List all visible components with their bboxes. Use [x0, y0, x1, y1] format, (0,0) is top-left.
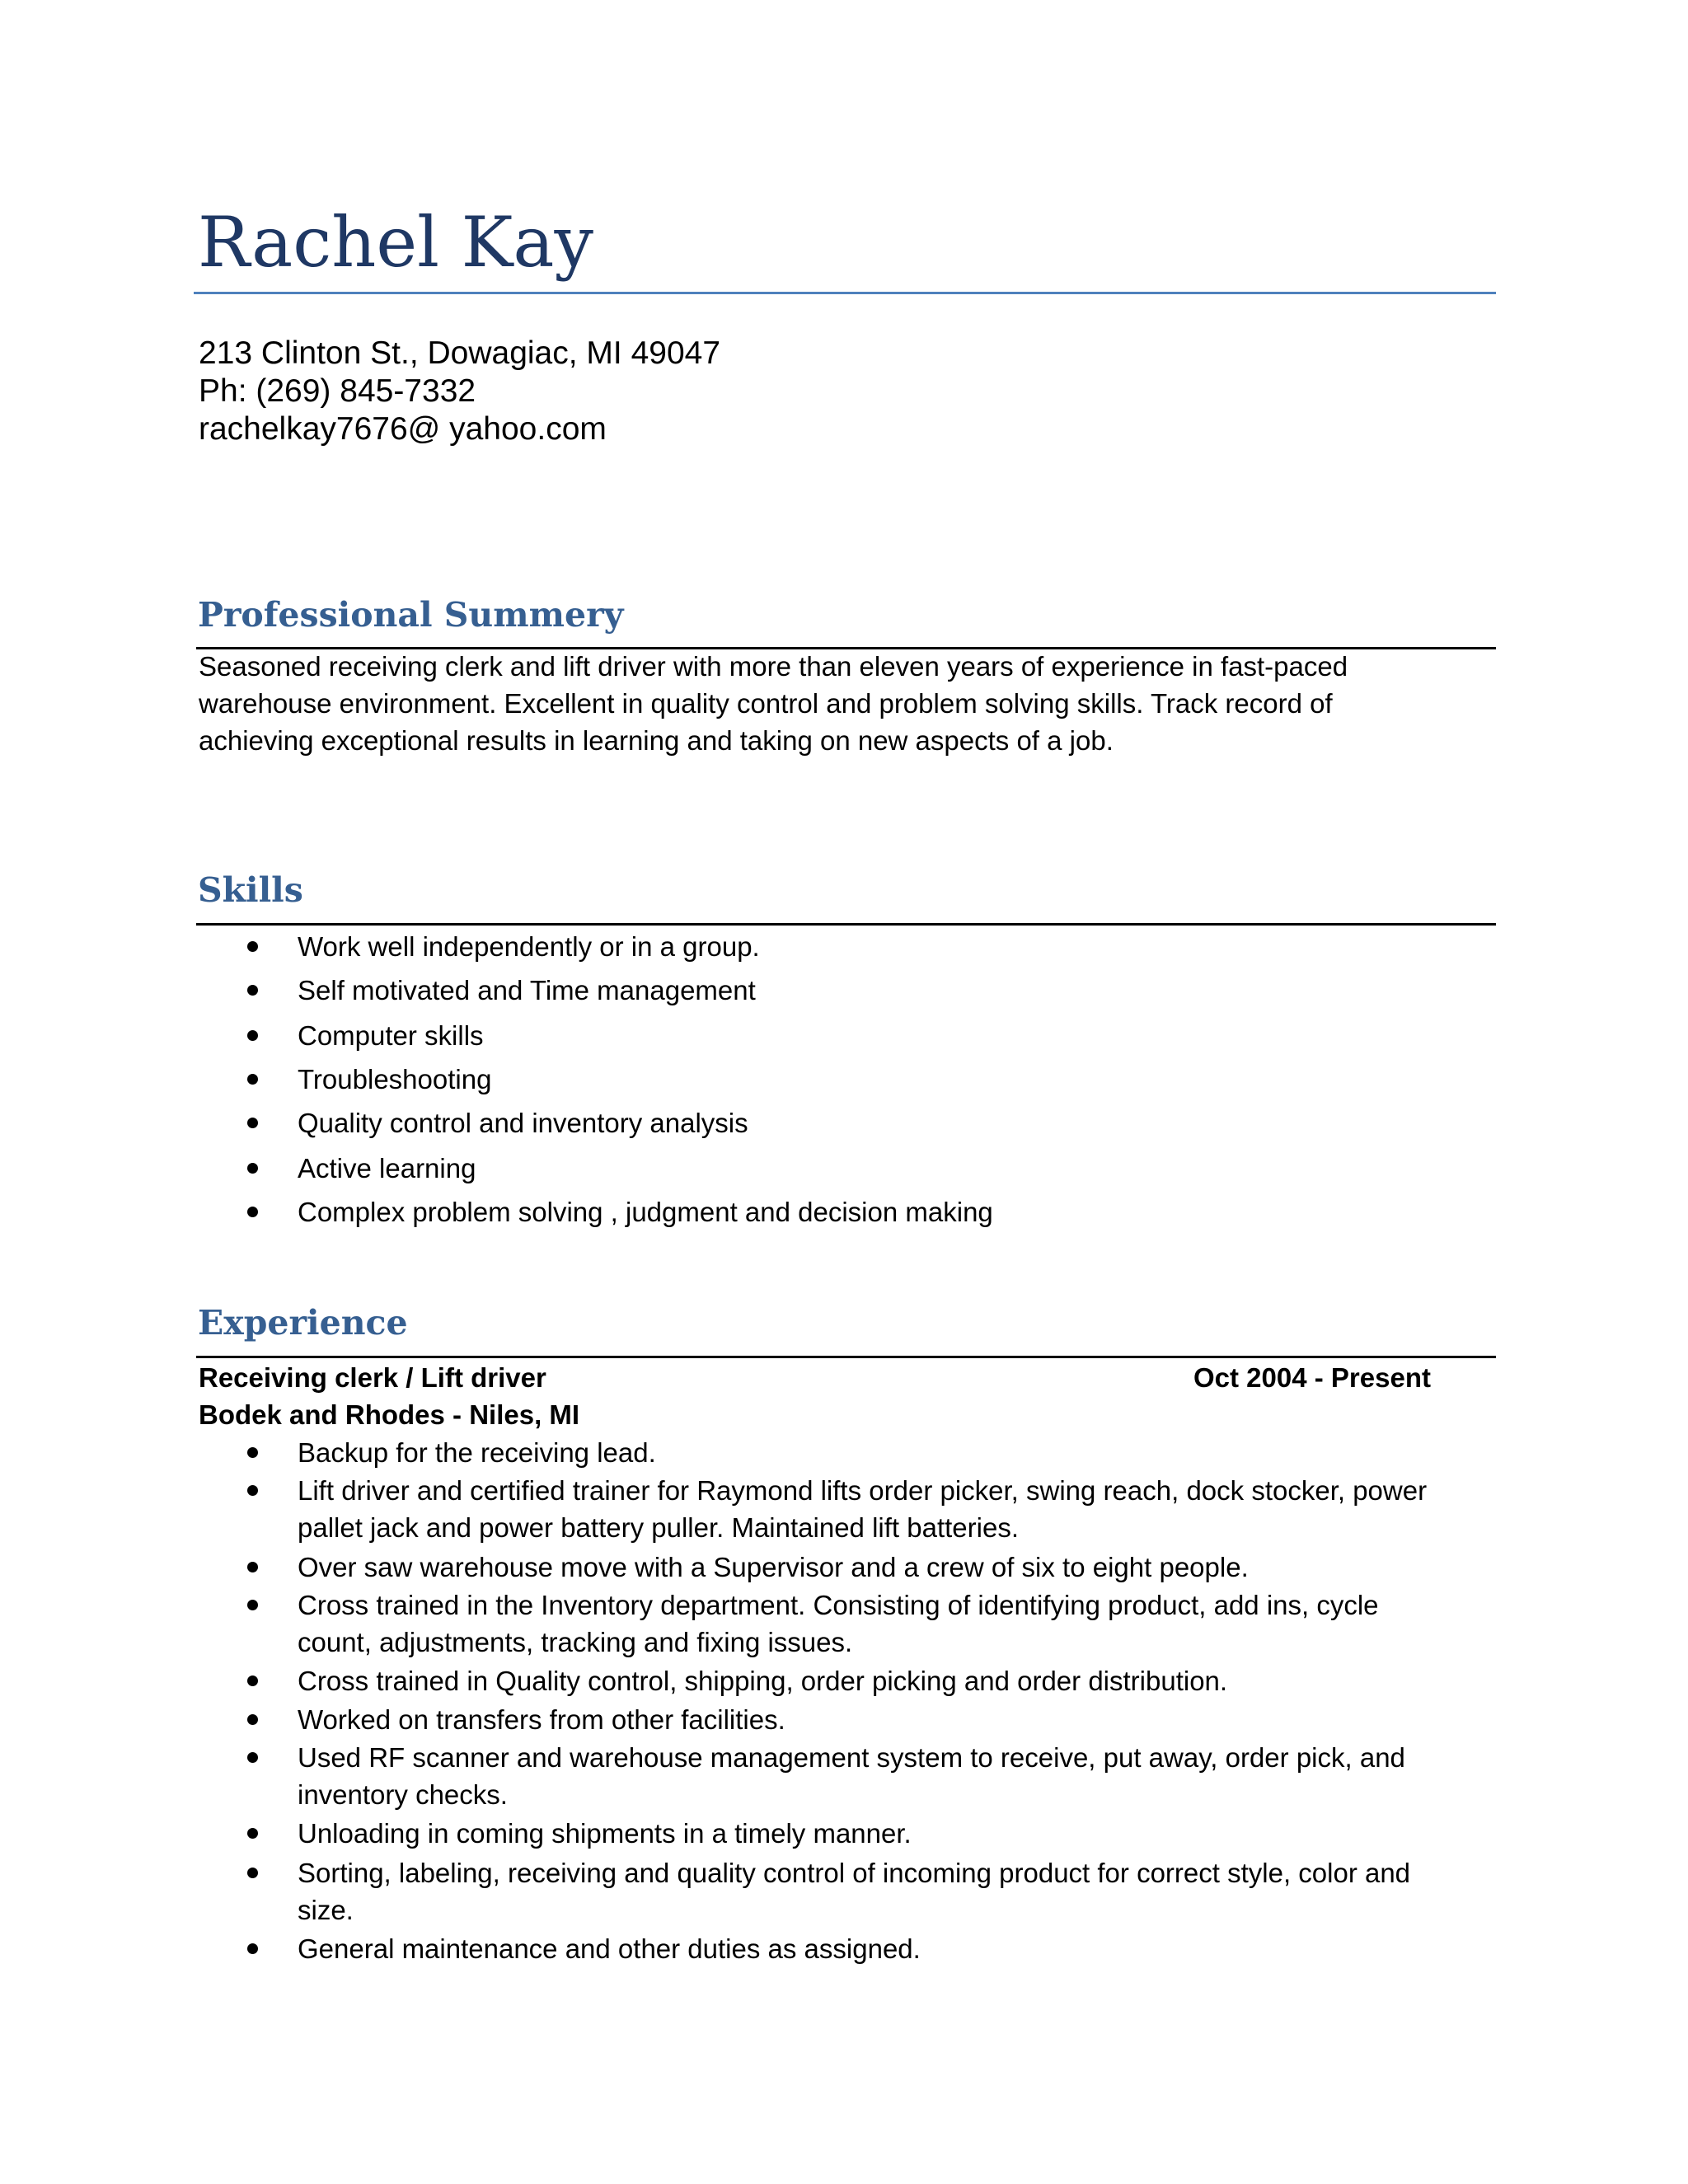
experience-line: Unloading in coming shipments in a timely manner. [298, 1818, 912, 1849]
skills-heading: Skills [198, 870, 303, 910]
address-text: 213 Clinton St., Dowagiac, MI 49047 [199, 335, 721, 371]
bullet-icon [247, 1675, 258, 1686]
bullet-icon [247, 1943, 258, 1954]
job-company: Bodek and Rhodes - Niles, MI [199, 1399, 580, 1430]
bullet-icon [247, 1600, 258, 1610]
experience-line: General maintenance and other duties as assigned. [298, 1933, 921, 1964]
skill-text: Active learning [298, 1153, 476, 1183]
skill-text: Self motivated and Time management [298, 975, 756, 1005]
experience-text [298, 1739, 1484, 1813]
experience-line: count, adjustments, tracking and fixing issues. [298, 1627, 853, 1657]
bullet-icon [247, 1118, 258, 1128]
skill-text: Complex problem solving , judgment and decision making [298, 1197, 993, 1227]
experience-line: Sorting, labeling, receiving and quality control of incoming product for correct style, color and [298, 1858, 1411, 1888]
summary-heading: Professional Summery [198, 595, 624, 635]
skill-text: Work well independently or in a group. [298, 931, 760, 962]
resume-name: Rachel Kay [198, 202, 593, 283]
skill-text: Computer skills [298, 1020, 484, 1051]
summary-line: warehouse environment. Excellent in quality control and problem solving skills. Track record of [199, 688, 1333, 719]
experience-text [298, 1434, 1484, 1471]
bullet-icon [247, 1714, 258, 1725]
bullet-icon [247, 1447, 258, 1458]
experience-text [298, 1815, 1484, 1852]
experience-line: Used RF scanner and warehouse management system to receive, put away, order pick, and [298, 1742, 1405, 1773]
bullet-icon [247, 1562, 258, 1572]
bullet-icon [247, 941, 258, 952]
bullet-icon [247, 1485, 258, 1496]
summary-line: achieving exceptional results in learning and taking on new aspects of a job. [199, 725, 1114, 756]
bullet-icon [247, 1752, 258, 1763]
experience-line: inventory checks. [298, 1779, 508, 1810]
experience-text [298, 1549, 1484, 1586]
experience-divider [196, 1356, 1496, 1358]
experience-line: Lift driver and certified trainer for Raymond lifts order picker, swing reach, dock stocker, power [298, 1475, 1428, 1506]
skill-text: Troubleshooting [298, 1064, 492, 1094]
experience-line: Over saw warehouse move with a Supervisor and a crew of six to eight people. [298, 1552, 1249, 1582]
bullet-icon [247, 1207, 258, 1217]
experience-text [298, 1662, 1484, 1699]
bullet-icon [247, 1828, 258, 1839]
summary-paragraph [199, 648, 1493, 759]
name-divider [194, 292, 1496, 294]
bullet-icon [247, 985, 258, 996]
summary-line: Seasoned receiving clerk and lift driver with more than eleven years of experience in fast-paced [199, 651, 1348, 682]
experience-line: Worked on transfers from other facilities. [298, 1704, 785, 1735]
bullet-icon [247, 1030, 258, 1041]
bullet-icon [247, 1163, 258, 1174]
experience-line: pallet jack and power battery puller. Maintained lift batteries. [298, 1512, 1019, 1543]
experience-text [298, 1854, 1484, 1929]
job-title: Receiving clerk / Lift driver [199, 1362, 546, 1393]
job-dates: Oct 2004 - Present [1193, 1362, 1431, 1393]
experience-line: Cross trained in Quality control, shipping, order picking and order distribution. [298, 1666, 1228, 1696]
experience-text [298, 1586, 1484, 1661]
experience-line: size. [298, 1895, 354, 1925]
skills-divider [196, 923, 1496, 926]
email-text: rachelkay7676@ yahoo.com [199, 411, 607, 447]
experience-line: Backup for the receiving lead. [298, 1437, 656, 1468]
experience-text [298, 1701, 1484, 1738]
experience-line: Cross trained in the Inventory department. Consisting of identifying product, add ins, cycle [298, 1590, 1379, 1620]
experience-text [298, 1930, 1484, 1967]
phone-text: Ph: (269) 845-7332 [199, 373, 476, 409]
experience-text [298, 1472, 1484, 1546]
bullet-icon [247, 1074, 258, 1085]
skill-text: Quality control and inventory analysis [298, 1108, 748, 1138]
bullet-icon [247, 1868, 258, 1878]
experience-heading: Experience [198, 1303, 408, 1343]
